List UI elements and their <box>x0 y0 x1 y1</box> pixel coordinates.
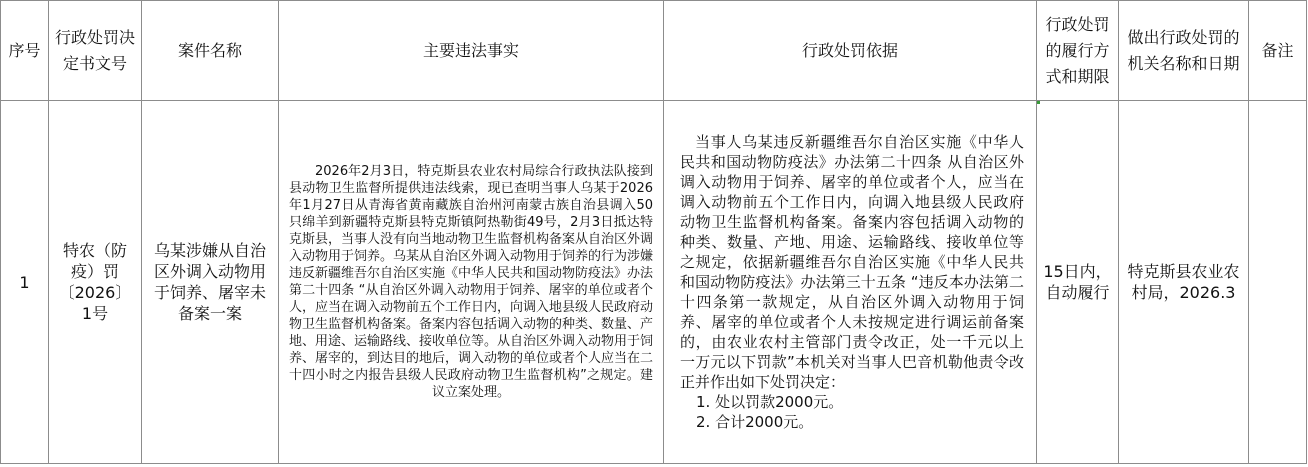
penalty-decision-item: 2. 合计2000元。 <box>696 413 814 431</box>
seq-value: 1 <box>19 272 30 292</box>
header-case-name <box>142 1 279 101</box>
basis-lead-value: 当事人乌某违反新疆维吾尔自治区实施《中华人民共和国动物防疫法》办法第二十四条 从自治区外调入动物用于饲养、屠宰的单位或者个人，应当在调入动物前五个工作日内，向调入地县级人民政府动物卫生监督机构备案。备案内容包括调入动物的种类、数量、产地、用途、运输路线、接收单位等之规定，依据新疆维吾尔自治区实施《中华人民共和国动物防疫法》办法第三十五条 “违反本办法第二十四条第一款规定，从自治区外调入动物用于饲养、屠宰的单位或者个人未按规定进行调运前备案的，由农业农村主管部门责令改正，处一千元以上一万元以下罚款”本机关对当事人巴音机勒他责令改正并作出如下处罚决定： <box>680 133 1024 391</box>
header-manner <box>1037 1 1119 101</box>
cell-manner <box>1037 101 1119 464</box>
header-doc-no-label: 行政处罚决定书文号 <box>55 27 136 73</box>
cell-facts <box>279 101 664 464</box>
doc-no-value: 特农（防疫）罚〔2026〕1号 <box>58 241 132 323</box>
header-remark <box>1249 1 1307 101</box>
penalty-decision-list <box>680 392 1024 432</box>
cell-doc-no <box>49 101 142 464</box>
header-seq-label: 序号 <box>8 40 41 60</box>
cell-case-name <box>142 101 279 464</box>
table-row <box>1 101 1307 464</box>
header-basis-label: 行政处罚依据 <box>801 40 898 60</box>
facts-text-block <box>279 163 663 401</box>
header-case-name-label: 案件名称 <box>177 40 242 60</box>
header-manner-label: 行政处罚的履行方式和期限 <box>1045 14 1110 86</box>
header-authority-label: 做出行政处罚的机关名称和日期 <box>1127 27 1240 73</box>
header-facts <box>279 1 664 101</box>
header-seq <box>1 1 49 101</box>
header-facts-label: 主要违法事实 <box>422 40 519 60</box>
case-name-value: 乌某涉嫌从自治区外调入动物用于饲养、屠宰未备案一案 <box>153 241 266 323</box>
penalty-decision-item: 1. 处以罚款2000元。 <box>696 393 844 411</box>
authority-value: 特克斯县农业农村局，2026.3 <box>1127 262 1240 302</box>
header-authority <box>1119 1 1249 101</box>
manner-value: 15日内，自动履行 <box>1043 262 1112 302</box>
header-basis <box>664 1 1037 101</box>
header-doc-no <box>49 1 142 101</box>
cell-basis <box>664 101 1037 464</box>
cell-seq <box>1 101 49 464</box>
cell-remark <box>1249 101 1307 464</box>
cell-authority <box>1119 101 1249 464</box>
header-row <box>1 1 1307 101</box>
facts-value: 2026年2月3日，特克斯县农业农村局综合行政执法队接到县动物卫生监督所提供违法线索，现已查明当事人乌某于2026年1月27日从青海省黄南藏族自治州河南蒙古族自治县调入50只绵羊到新疆特克斯县特克斯镇阿热勒街49号，2月3日抵达特克斯县，当事人没有向当地动物卫生监督机构备案从自治区外调入动物用于饲养。乌某从自治区外调入动物用于饲养的行为涉嫌违反新疆维吾尔自治区实施《中华人民共和国动物防疫法》办法第二十四条 “从自治区外调入动物用于饲养、屠宰的单位或者个人，应当在调入动物前五个工作日内，向调入地县级人民政府动物卫生监督机构备案。备案内容包括调入动物的种类、数量、产地、用途、运输路线、接收单位等。从自治区外调入动物用于饲养、屠宰的，到达目的地后，调入动物的单位或者个人应当在二十四小时之内报告县级人民政府动物卫生监督机构”之规定。建议立案处理。 <box>289 164 654 400</box>
basis-text-block <box>664 132 1036 432</box>
header-remark-label: 备注 <box>1261 40 1294 60</box>
